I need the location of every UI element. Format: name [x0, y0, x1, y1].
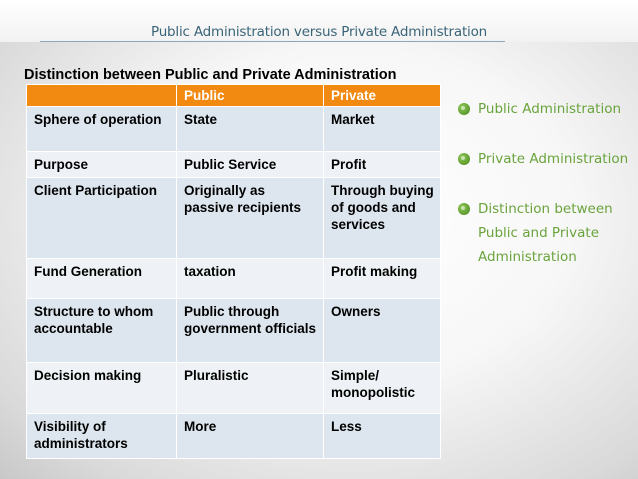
public-cell: taxation — [177, 259, 324, 299]
table-row — [27, 414, 441, 459]
bullet-item — [456, 197, 636, 269]
table-row — [27, 299, 441, 363]
header-cell-blank — [27, 85, 177, 107]
private-cell: Simple/ monopolistic — [324, 363, 441, 414]
bullet-dot-icon — [458, 153, 470, 165]
row-label: Client Participation — [27, 178, 177, 259]
public-cell: Pluralistic — [177, 363, 324, 414]
table-heading: Distinction between Public and Private Administration — [24, 67, 397, 83]
table-row — [27, 259, 441, 299]
table-row — [27, 363, 441, 414]
table-row — [27, 152, 441, 178]
header-cell-private: Private — [324, 85, 441, 107]
row-label: Fund Generation — [27, 259, 177, 299]
row-label: Sphere of operation — [27, 107, 177, 152]
bullet-text: Private Administration — [478, 151, 629, 167]
title-underline — [40, 41, 505, 42]
private-cell: Profit making — [324, 259, 441, 299]
table-row — [27, 178, 441, 259]
bullet-dot-icon — [458, 103, 470, 115]
comparison-table — [26, 84, 441, 459]
row-label: Decision making — [27, 363, 177, 414]
row-label: Purpose — [27, 152, 177, 178]
private-cell: Through buying of goods and services — [324, 178, 441, 259]
bullet-text: Public Administration — [478, 101, 622, 117]
private-cell: Less — [324, 414, 441, 459]
row-label: Structure to whom accountable — [27, 299, 177, 363]
public-cell: Originally as passive recipients — [177, 178, 324, 259]
header-cell-public: Public — [177, 85, 324, 107]
bullet-list — [456, 97, 636, 295]
row-label: Visibility of administrators — [27, 414, 177, 459]
table-row — [27, 107, 441, 152]
private-cell: Market — [324, 107, 441, 152]
public-cell: State — [177, 107, 324, 152]
bullet-dot-icon — [458, 203, 470, 215]
public-cell: Public Service — [177, 152, 324, 178]
public-cell: Public through government officials — [177, 299, 324, 363]
bullet-item — [456, 97, 636, 121]
public-cell: More — [177, 414, 324, 459]
bullet-item — [456, 147, 636, 171]
private-cell: Owners — [324, 299, 441, 363]
slide-title: Public Administration versus Private Administration — [150, 24, 488, 40]
bullet-text: Distinction between Public and Private Administration — [478, 201, 613, 265]
table-header-row — [27, 85, 441, 107]
private-cell: Profit — [324, 152, 441, 178]
